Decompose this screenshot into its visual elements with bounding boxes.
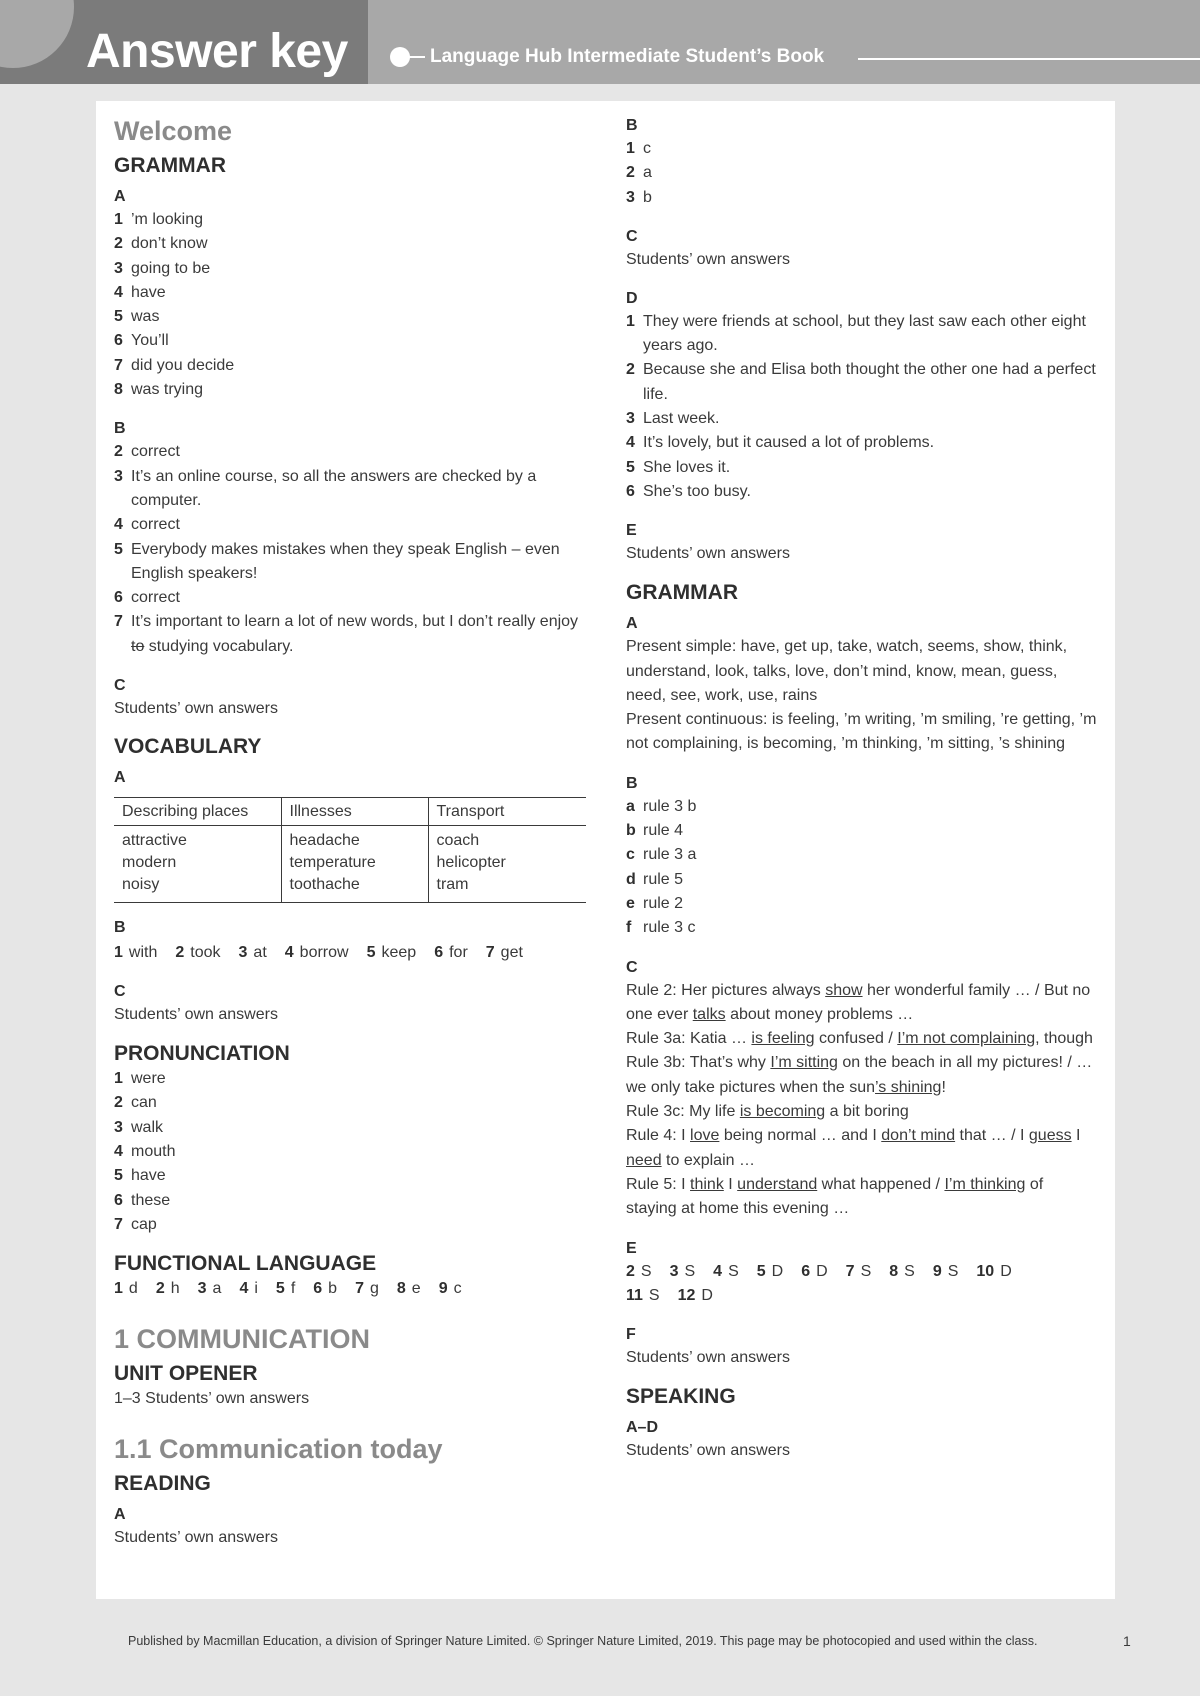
pronunciation-list xyxy=(114,1067,588,1237)
answer-item: 6 She’s too busy. xyxy=(626,482,751,500)
answer-item: 5 Everybody makes mistakes when they speak English – even English speakers! xyxy=(114,540,560,582)
header-circle-decoration xyxy=(0,0,74,68)
answer-item: 4 S xyxy=(713,1262,739,1280)
reading-b-list xyxy=(626,137,1098,210)
answer-item: 8 was trying xyxy=(114,381,204,399)
page-number: 1 xyxy=(1123,1633,1131,1649)
copyright-footer: Published by Macmillan Education, a division of Springer Nature Limited. © Springer Nature Limited, 2019. This page may be photocopied and used within the class. xyxy=(128,1634,1038,1648)
answer-item: 6 these xyxy=(114,1191,171,1209)
answer-item: e rule 2 xyxy=(626,894,684,912)
bullet-line-decoration xyxy=(405,56,425,58)
rule-3c: Rule 3c: My life is becoming a bit boring xyxy=(626,1103,909,1121)
answer-text: Students’ own answers xyxy=(626,545,790,563)
answer-item: 4 have xyxy=(114,283,166,301)
table-cell: coach helicopter tram xyxy=(428,826,586,903)
answer-item: 8 e xyxy=(396,1280,421,1298)
answer-text: Present simple: have, get up, take, watch, seems, show, think, understand, look, talks, love, don’t mind, know, mean, guess, need, see, work, use, rains xyxy=(626,638,1068,704)
answer-item: d rule 5 xyxy=(626,870,684,888)
answer-item: 1 c xyxy=(626,140,651,157)
heading-speaking: SPEAKING xyxy=(626,1384,736,1408)
rule-3b: Rule 3b: That’s why I’m sitting on the beach in all my pictures! / … we only take pictures when the sun’s shining! xyxy=(626,1054,1093,1096)
answer-item: 2 don’t know xyxy=(114,235,208,253)
heading-reading: READING xyxy=(114,1472,211,1496)
functional-language-row xyxy=(114,1277,588,1301)
heading-pronunciation: PRONUNCIATION xyxy=(114,1042,290,1066)
answer-item: 4 correct xyxy=(114,516,180,534)
exercise-label: F xyxy=(626,1325,636,1343)
answer-item: 1 d xyxy=(114,1280,138,1298)
answer-text: Students’ own answers xyxy=(626,250,790,268)
exercise-label: D xyxy=(626,289,638,307)
answer-item: 5 was xyxy=(114,308,160,326)
right-column xyxy=(626,101,1098,1463)
rule-2: Rule 2: Her pictures always show her wonderful family … / But no one ever talks about money problems … xyxy=(626,981,1091,1023)
unit-title: 1 COMMUNICATION xyxy=(114,1324,370,1355)
answer-item: f rule 3 c xyxy=(626,919,696,937)
exercise-label: B xyxy=(626,774,638,792)
section-title-welcome: Welcome xyxy=(114,116,233,146)
table-header: Describing places xyxy=(114,798,281,826)
exercise-label: B xyxy=(114,420,126,438)
exercise-label: E xyxy=(626,522,637,540)
answer-item: 8 S xyxy=(889,1262,915,1280)
answer-item: 3 It’s an online course, so all the answers are checked by a computer. xyxy=(114,467,537,509)
answer-item: 4 borrow xyxy=(284,944,349,962)
grammar-b-list xyxy=(626,795,1098,941)
rule-4: Rule 4: I love being normal … and I don’t mind that … / I guess I need to explain … xyxy=(626,1127,1081,1169)
lesson-title: 1.1 Communication today xyxy=(114,1434,443,1465)
answer-item: 3 Last week. xyxy=(626,410,720,428)
answer-item: c rule 3 a xyxy=(626,846,697,864)
answer-item: 4 It’s lovely, but it caused a lot of problems. xyxy=(626,434,935,452)
answer-item: 11 S xyxy=(626,1286,660,1304)
answer-item: 5 D xyxy=(756,1262,784,1280)
answer-item: 2 Because she and Elisa both thought the other one had a perfect life. xyxy=(626,361,1096,403)
rules-list xyxy=(626,979,1098,1222)
vocab-b-row xyxy=(114,941,588,965)
exercise-label: A xyxy=(114,188,126,205)
answer-item: 12 D xyxy=(677,1286,713,1304)
book-title: Language Hub Intermediate Student’s Book xyxy=(430,46,825,67)
grammar-e-row xyxy=(626,1284,1098,1308)
left-column xyxy=(114,101,588,1550)
answer-text: Students’ own answers xyxy=(114,700,278,718)
struck-word: to xyxy=(131,637,145,655)
exercise-label: E xyxy=(626,1239,637,1257)
exercise-label: A–D xyxy=(626,1418,659,1436)
exercise-label: A xyxy=(114,1506,126,1524)
answer-item: 1 were xyxy=(114,1070,166,1088)
table-header-row xyxy=(114,798,586,826)
answer-item: 9 c xyxy=(438,1280,462,1298)
answer-item: 6 D xyxy=(801,1262,828,1280)
heading-unit-opener: UNIT OPENER xyxy=(114,1362,258,1386)
answer-text: 1–3 Students’ own answers xyxy=(114,1390,310,1408)
answer-item: 3 walk xyxy=(114,1118,164,1136)
exercise-label: C xyxy=(114,983,126,1001)
answer-item: 1 with xyxy=(114,944,158,962)
answer-item: 5 have xyxy=(114,1167,166,1185)
answer-item: 7 get xyxy=(485,944,523,962)
reading-d-list xyxy=(626,310,1098,504)
page-title: Answer key xyxy=(86,25,348,78)
exercise-label: B xyxy=(114,919,126,937)
answer-item: 7 cap xyxy=(114,1215,157,1233)
table-header: Transport xyxy=(428,798,586,826)
answer-item: 3 a xyxy=(197,1280,222,1298)
answer-text: Present continuous: is feeling, ’m writing, ’m smiling, ’re getting, ’m not complaining, is becoming, ’m thinking, ’m sitting, ’s shining xyxy=(626,711,1097,753)
grammar-e-row xyxy=(626,1260,1098,1284)
exercise-label: C xyxy=(114,677,126,695)
answer-item: 9 S xyxy=(932,1262,959,1280)
heading-functional-language: FUNCTIONAL LANGUAGE xyxy=(114,1252,377,1276)
table-cell: attractive modern noisy xyxy=(114,826,281,903)
header-rule xyxy=(858,58,1200,60)
vocabulary-table xyxy=(114,797,586,903)
heading-grammar: GRAMMAR xyxy=(114,154,226,177)
answer-item: 5 She loves it. xyxy=(626,458,731,476)
answer-text: Students’ own answers xyxy=(626,1441,790,1459)
table-header: Illnesses xyxy=(281,798,428,826)
answer-text: Students’ own answers xyxy=(626,1348,790,1366)
answer-item: 2 a xyxy=(626,164,652,182)
table-cell: headache temperature toothache xyxy=(281,826,428,903)
heading-grammar: GRAMMAR xyxy=(626,581,738,605)
header-band xyxy=(0,0,1200,84)
answer-item: 3 S xyxy=(669,1262,696,1280)
answer-item: 3 b xyxy=(626,188,652,206)
exercise-label: A xyxy=(626,615,638,633)
answer-item: 6 You’ll xyxy=(114,332,169,350)
answer-item: 7 It’s important to learn a lot of new words, but I don’t really enjoy to studying vocabulary. xyxy=(114,613,579,655)
answer-text: Students’ own answers xyxy=(114,1529,278,1547)
answer-text: Students’ own answers xyxy=(114,1006,278,1024)
answer-item: 7 did you decide xyxy=(114,356,235,374)
answer-item: 1 They were friends at school, but they last saw each other eight years ago. xyxy=(626,312,1086,355)
answer-item: 2 h xyxy=(155,1280,180,1298)
exercise-label: A xyxy=(114,769,126,787)
answer-item: 6 b xyxy=(313,1280,338,1298)
header-title-block xyxy=(0,0,368,84)
answer-item: 3 going to be xyxy=(114,259,211,277)
exercise-label: B xyxy=(626,117,638,134)
heading-vocabulary: VOCABULARY xyxy=(114,735,262,759)
answer-item: b rule 4 xyxy=(626,822,684,840)
answer-item: 5 keep xyxy=(366,944,417,962)
answer-item: 7 S xyxy=(845,1262,872,1280)
answer-item: 1 ’m looking xyxy=(114,211,204,228)
answer-item: 6 for xyxy=(434,944,468,962)
answer-item: 4 mouth xyxy=(114,1142,176,1160)
grammar-a-list xyxy=(114,208,588,402)
answer-item: 4 i xyxy=(239,1280,258,1298)
answer-item: 10 D xyxy=(976,1262,1012,1280)
answer-item: 2 took xyxy=(175,944,221,962)
answer-item: 7 g xyxy=(355,1280,379,1298)
grammar-b-list xyxy=(114,440,588,659)
answer-item: 3 at xyxy=(238,944,267,962)
rule-3a: Rule 3a: Katia … is feeling confused / I’m not complaining, though xyxy=(626,1030,1093,1048)
answer-item: a rule 3 b xyxy=(626,797,697,815)
table-row xyxy=(114,826,586,903)
rule-5: Rule 5: I think I understand what happened / I’m thinking of staying at home this evening … xyxy=(626,1175,1044,1218)
answer-item: 2 correct xyxy=(114,443,180,461)
answer-item: 2 can xyxy=(114,1094,157,1112)
answer-item: 2 S xyxy=(626,1262,652,1280)
answer-panel xyxy=(96,101,1115,1599)
answer-item: 5 f xyxy=(275,1280,296,1298)
exercise-label: C xyxy=(626,227,638,245)
answer-item: 6 correct xyxy=(114,589,180,607)
exercise-label: C xyxy=(626,958,638,976)
